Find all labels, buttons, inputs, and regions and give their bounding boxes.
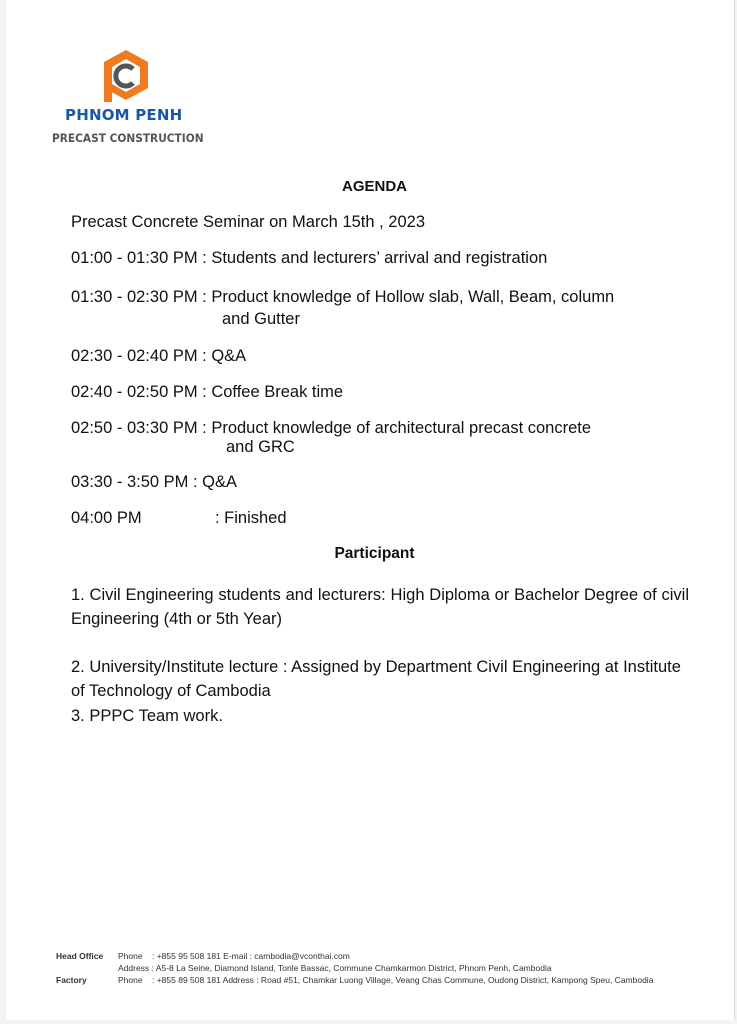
logo-mark-icon <box>101 48 151 104</box>
participant-item: 3. PPPC Team work. <box>71 707 223 725</box>
agenda-item: 02:30 - 02:40 PM : Q&A <box>71 347 247 365</box>
footer-factory <box>56 975 653 985</box>
document-page <box>6 0 735 1020</box>
agenda-item-continuation: and GRC <box>226 438 295 456</box>
logo-subtitle: PRECAST CONSTRUCTION <box>52 131 204 145</box>
participant-item: 2. University/Institute lecture : Assigned by Department Civil Engineering at Institute of Technology of Cambodia <box>71 658 681 700</box>
agenda-item: 03:30 - 3:50 PM : Q&A <box>71 473 237 491</box>
footer-phone-key: Phone <box>118 975 143 985</box>
footer-factory-label: Factory <box>56 975 87 985</box>
footer-head-phone: : +855 95 508 181 E-mail : cambodia@vconthai.com <box>152 951 350 961</box>
agenda-title: AGENDA <box>341 178 407 195</box>
footer-factory-phone: : +855 89 508 181 Address : Road #51, Chamkar Luong Village, Veang Chas Commune, Oudong District, Kampong Speu, Cambodia <box>152 975 654 985</box>
agenda-item-description: : Finished <box>215 509 287 527</box>
footer-head-office-label: Head Office <box>56 951 104 961</box>
agenda-item: 02:40 - 02:50 PM : Coffee Break time <box>71 383 344 401</box>
agenda-item: 02:50 - 03:30 PM : Product knowledge of architectural precast concrete <box>71 419 592 437</box>
agenda-item: 01:30 - 02:30 PM : Product knowledge of Hollow slab, Wall, Beam, column <box>71 288 615 306</box>
footer-head-address: Address : A5-8 La Seine, Diamond Island, Tonle Bassac, Commune Chamkarmon District, Phnom Penh, Cambodia <box>118 963 552 973</box>
footer-phone-key: Phone <box>118 951 143 961</box>
seminar-subtitle: Precast Concrete Seminar on March 15th , 2023 <box>71 213 426 231</box>
logo-name: PHNOM PENH <box>65 106 183 124</box>
footer-head-office <box>56 951 350 961</box>
agenda-item-continuation: and Gutter <box>222 310 300 328</box>
agenda-item: 01:00 - 01:30 PM : Students and lecturers’ arrival and registration <box>71 249 548 267</box>
agenda-item-time: 04:00 PM <box>71 509 142 527</box>
participant-item: 1. Civil Engineering students and lecturers: High Diploma or Bachelor Degree of civil Engineering (4th or 5th Year) <box>71 586 689 628</box>
participant-title: Participant <box>334 545 415 562</box>
